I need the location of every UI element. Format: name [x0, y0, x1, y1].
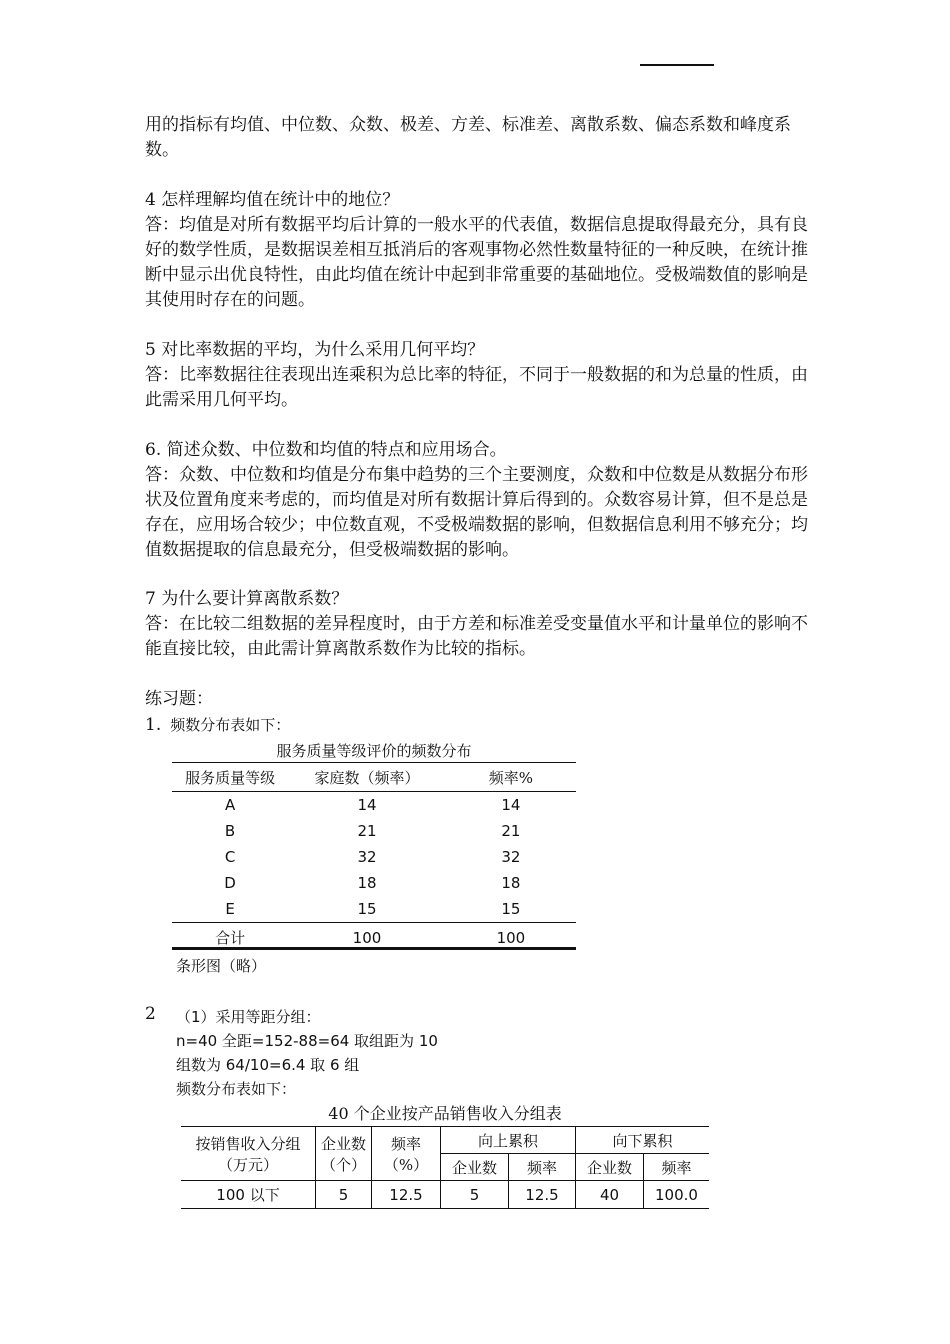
table1-header-grade: 服务质量等级 — [172, 763, 288, 792]
table1-cell: 15 — [501, 900, 521, 918]
table2-header-group-line2: （万元） — [217, 1155, 278, 1174]
table2-cell: 5 — [441, 1181, 509, 1209]
table1-total-freq: 100 — [446, 923, 576, 949]
table1-caption: 服务质量等级评价的频数分布 — [172, 740, 576, 763]
table1-cell: A — [224, 796, 236, 814]
table1-cell: 21 — [501, 822, 521, 840]
table2-header-group — [181, 1127, 316, 1181]
table1-cell: 14 — [357, 796, 377, 814]
table2-cell: 5 — [316, 1181, 372, 1209]
table-row — [181, 1181, 709, 1209]
exercise-2-line2: n=40 全距=152-88=64 取组距为 10 — [176, 1032, 438, 1050]
question-4-title: 4 怎样理解均值在统计中的地位？ — [145, 190, 400, 210]
table2-header-freq-line2: （%） — [383, 1155, 429, 1174]
table1-cell: 18 — [357, 874, 377, 892]
table1-cell: 15 — [357, 900, 377, 918]
table1-cell: 14 — [501, 796, 521, 814]
table1-cell: 18 — [501, 874, 521, 892]
table1-cell: 32 — [357, 848, 377, 866]
intro-text: 用的指标有均值、中位数、众数、极差、方差、标准差、离散系数、偏态系数和峰度系数。 — [145, 115, 791, 160]
question-5 — [145, 338, 810, 413]
question-7 — [145, 587, 810, 662]
table2-sub-up-freq: 频率 — [509, 1154, 576, 1181]
table2-header-freq — [372, 1127, 441, 1181]
table1-cell: 21 — [357, 822, 377, 840]
exercises-heading — [145, 687, 810, 712]
exercises-title: 练习题： — [145, 689, 213, 709]
exercise-2-intro — [176, 1005, 841, 1101]
exercise-1-intro — [145, 713, 810, 738]
table2-header-up-cumulative: 向上累积 — [441, 1127, 576, 1154]
table2-header-count-line2: （个） — [320, 1155, 366, 1174]
table2-header-group-line1: 按销售收入分组 — [195, 1134, 301, 1153]
table2-cell: 12.5 — [372, 1181, 441, 1209]
table-row — [172, 870, 576, 896]
table2-cell: 100 以下 — [181, 1181, 316, 1209]
table1-total-households: 100 — [288, 923, 446, 949]
table1-cell: 32 — [501, 848, 521, 866]
question-6 — [145, 438, 810, 563]
table-row — [172, 844, 576, 870]
table2-cell: 12.5 — [509, 1181, 576, 1209]
header-rule — [640, 64, 714, 66]
table2-header-count-line1: 企业数 — [320, 1134, 366, 1153]
table2-sub-down-freq: 频率 — [644, 1154, 710, 1181]
bar-chart-note-text: 条形图（略） — [176, 957, 267, 975]
exercise-2-number: 2 — [145, 1004, 156, 1024]
table1-total-label: 合计 — [172, 923, 288, 949]
table1-cell: C — [224, 848, 236, 866]
intro-paragraph — [145, 113, 810, 163]
table2-sub-up-count: 企业数 — [441, 1154, 509, 1181]
table1-total-row — [172, 923, 576, 949]
question-7-title: 7 为什么要计算离散系数？ — [145, 589, 349, 609]
table2-caption: 40 个企业按产品销售收入分组表 — [328, 1104, 562, 1123]
frequency-table-service — [172, 740, 576, 950]
table-row — [172, 896, 576, 923]
question-6-answer: 答：众数、中位数和均值是分布集中趋势的三个主要测度，众数和中位数是从数据分布形状及位置角度来考虑的，而均值是对所有数据计算后得到的。众数容易计算，但不是总是存在，应用场合较少；中位数直观，不受极端数据的影响，但数据信息利用不够充分；均值数据提取的信息最充分，但受极端数据的影响。 — [145, 465, 808, 560]
question-5-answer: 答：比率数据往往表现出连乘积为总比率的特征，不同于一般数据的和为总量的性质，由此需采用几何平均。 — [145, 365, 808, 410]
table2-header-down-cumulative: 向下累积 — [576, 1127, 710, 1154]
table2-sub-down-count: 企业数 — [576, 1154, 644, 1181]
table1-cell: B — [224, 822, 236, 840]
question-4-answer: 答：均值是对所有数据平均后计算的一般水平的代表值，数据信息提取得最充分，具有良好的数学性质，是数据误差相互抵消后的客观事物必然性数量特征的一种反映，在统计推断中显示出优良特性，由此均值在统计中起到非常重要的基础地位。受极端数值的影响是其使用时存在的问题。 — [145, 215, 808, 310]
exercise-2-line1: （1）采用等距分组： — [176, 1008, 321, 1026]
table-row — [172, 792, 576, 819]
question-5-title: 5 对比率数据的平均，为什么采用几何平均？ — [145, 340, 485, 360]
exercise-1-text: 频数分布表如下： — [170, 716, 291, 734]
table1-cell: E — [225, 900, 235, 918]
table2-cell: 40 — [576, 1181, 644, 1209]
question-7-answer: 答：在比较二组数据的差异程度时，由于方差和标准差受变量值水平和计量单位的影响不能直接比较，由此需计算离散系数作为比较的指标。 — [145, 614, 808, 659]
exercise-1-number: 1. — [145, 715, 162, 735]
table1-header-households: 家庭数（频率） — [288, 763, 446, 792]
table2-cell: 100.0 — [644, 1181, 710, 1209]
exercise-2-line4: 频数分布表如下： — [176, 1080, 297, 1098]
table1-cell: D — [224, 874, 236, 892]
table1-header-freq: 频率% — [446, 763, 576, 792]
table2-header-freq-line1: 频率 — [390, 1134, 421, 1153]
sales-grouping-table — [181, 1102, 709, 1209]
question-6-title: 6. 简述众数、中位数和均值的特点和应用场合。 — [145, 440, 507, 460]
bar-chart-note — [176, 954, 841, 979]
table-row — [172, 818, 576, 844]
table2-header-count — [316, 1127, 372, 1181]
exercise-2-line3: 组数为 64/10=6.4 取 6 组 — [176, 1056, 360, 1074]
question-4 — [145, 188, 810, 313]
